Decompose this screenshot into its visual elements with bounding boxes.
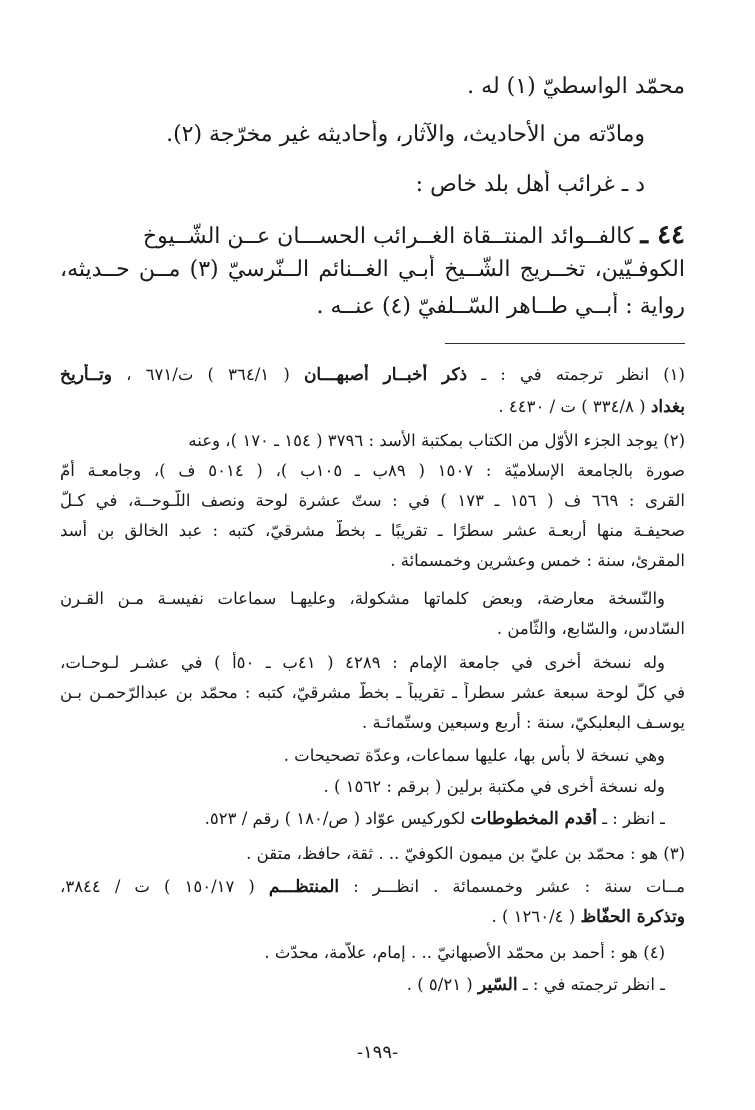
footnote-2-line-10: يوسـف البعلبكيّ، سنة : أربع وسبعين وستّمائـة . xyxy=(361,713,685,732)
footnote-4-line-1: (٤) هو : أحمد بن محمّد الأصبهانيّ .. . إمام، علاّمة، محدّث . xyxy=(264,943,665,962)
footnote-1-source-2: وتــأريخ xyxy=(60,365,112,385)
body-line-1: محمّد الواسطيّ (١) له . xyxy=(467,74,685,99)
footnote-1-ref-2: ( ٣٣٤/٨ ) ت / ٤٤٣٠ . xyxy=(498,397,646,416)
footnote-2-line-7: السّادس، والسّابع، والثّامن . xyxy=(496,619,685,638)
footnote-separator xyxy=(445,343,685,344)
footnote-3-died: مــات سنة : عشر وخمسمائة . انظـــر : xyxy=(353,877,685,896)
footnote-3-source-1: المنتظـــم xyxy=(268,877,340,897)
footnote-2-line-13 xyxy=(60,808,665,830)
body-line-2: ومادّته من الأحاديث، والآثار، وأحاديثه غير مخرّجة (٢). xyxy=(166,122,645,147)
footnote-2-line-4: صحيفـة منها أربعـة عشر سطرًا ـ تقريبًا ـ بخطّ مشرقيّ، كتبه : عبد الخالق بن أسد xyxy=(60,521,685,540)
footnote-2-line-12: وله نسخة أخرى في مكتبة برلين ( برقم : ١٥٦٢ ) . xyxy=(323,777,665,796)
footnote-1-ref-1: ( ٣٦٤/١ ) ت/٦٧١ ، xyxy=(126,365,290,384)
footnote-4-source: السّير xyxy=(478,975,518,995)
footnote-2-line-6: والنّسخة معارضة، وبعض كلماتها مشكولة، وعليهـا سماعات نفيسـة مـن القـرن xyxy=(60,589,665,608)
footnote-2-ref: لكوركيس عوّاد ( ص/١٨٠ ) رقم / ٥٢٣. xyxy=(204,809,466,828)
entry-number: ٤٤ ـ xyxy=(640,220,685,250)
footnote-3-line-3 xyxy=(60,906,685,928)
footnote-1-line-2 xyxy=(60,396,685,418)
footnote-2-line-11: وهي نسخة لا بأس بها، عليها سماعات، وعدّة تصحيحات . xyxy=(283,746,665,765)
footnote-2-line-9: في كلّ لوحة سبعة عشر سطراً ـ تقريباً ـ بخطّ مشرقيّ، كتبه : محمّد بن عبدالرّحمـن بـن xyxy=(60,683,685,702)
page-number: -١٩٩- xyxy=(356,1042,399,1063)
footnote-2-line-2: صورة بالجامعة الإسلاميّة : ١٥٠٧ ( ٨٩ب ـ ١٠٥ب )، ( ٥٠١٤ ف )، وجامعـة أمّ xyxy=(60,461,685,480)
footnote-3-ref-2: ( ١٢٦٠/٤ ) . xyxy=(491,907,576,926)
footnote-4-ref: ( ٥/٢١ ) . xyxy=(406,975,473,994)
footnote-1-source-2-cont: بغداد xyxy=(650,397,685,417)
entry-title: كالفــوائد المنتــقاة الغــرائب الحســـان عــن الشّــيوخ xyxy=(142,224,634,249)
footnote-3-line-2 xyxy=(60,876,685,898)
footnote-2-line-8: وله نسخة أخرى في جامعة الإمام : ٤٢٨٩ ( ٤١ب ـ ٥٠أ ) في عشـر لـوحـات، xyxy=(60,653,665,672)
footnote-3-source-2: وتذكرة الحفّاظ xyxy=(580,907,685,927)
footnote-1-source-1: ذكر أخبــار أصبهـــان xyxy=(303,365,468,385)
body-line-5: الكوفـيّين، تخــريج الشّــيخ أبـي الغــنائم الــنّرسيّ (٣) مــن حــديثه، xyxy=(60,257,685,282)
footnote-2-line-5: المقرئ، سنة : خمس وعشرين وخمسمائة . xyxy=(390,551,685,570)
footnote-2-line-1: (٢) يوجد الجزء الأوّل من الكتاب بمكتبة الأسد : ٣٧٩٦ ( ١٥٤ ـ ١٧٠ )، وعنه xyxy=(188,431,685,450)
footnote-2-line-3: القرى : ٦٦٩ ف ( ١٥٦ ـ ١٧٣ ) في : ستّ عشرة لوحة ونصف اللّـوحــة، في كـلّ xyxy=(60,491,685,510)
footnote-3-line-1: (٣) هو : محمّد بن عليّ بن ميمون الكوفيّ .. . ثقة، حافظ، متقن . xyxy=(246,844,685,863)
body-line-6: رواية : أبــي طــاهر السّــلفيّ (٤) عنــه . xyxy=(316,294,685,319)
footnote-2-see: ـ انظر : ـ xyxy=(602,809,665,828)
footnote-1-intro: (١) انظر ترجمته في : ـ xyxy=(481,365,685,384)
body-line-3: د ـ غرائب أهل بلد خاص : xyxy=(415,172,645,197)
footnote-4-see: ـ انظر ترجمته في : ـ xyxy=(522,975,665,994)
footnote-1-line-1 xyxy=(60,364,685,386)
footnote-3-ref-1: ( ١٥٠/١٧ ) ت / ٣٨٤٤، xyxy=(60,877,255,896)
footnote-4-line-2 xyxy=(60,974,665,996)
entry-44-heading xyxy=(60,220,685,252)
footnote-2-source: أقدم المخطوطات xyxy=(470,809,597,829)
